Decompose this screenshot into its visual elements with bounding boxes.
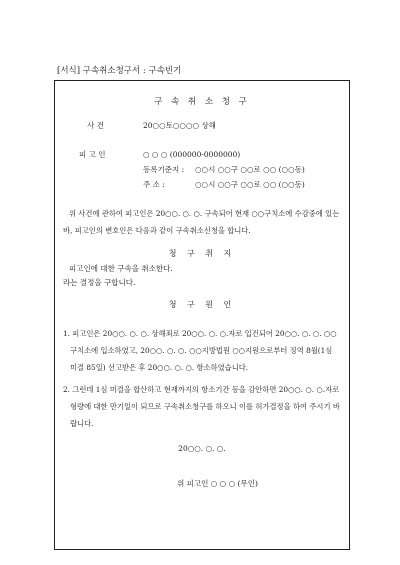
registered-label: 등록기준지 :: [143, 165, 185, 174]
reason-2: 2. 그런데 1심 미결을 합산하고 현재까지의 항소기간 등을 감안하면 20○○. ○. ○.자로 형량에 대한 만기일이 되므로 구속취소청구를 하오니 이를 허가결정을 하여 주시기 바랍니다.: [63, 385, 340, 428]
reasons-heading: 청 구 원 인: [168, 300, 236, 309]
document-title: 구 속 취 소 청 구: [154, 97, 250, 107]
signature-line: 위 피고인 ○ ○ ○ (무인): [177, 479, 258, 488]
case-label: 사 건: [87, 121, 104, 130]
registered-value: ○○시 ○○구 ○○로 ○○ (○○동): [195, 165, 305, 174]
defendant-label: 피 고 인: [79, 150, 106, 159]
reason-1: 1. 피고인은 20○○. ○. ○. 상해죄로 20○○. ○. ○.자로 입건되어 20○○. ○. ○. ○○구치소에 입소하였고, 20○○. ○. ○. ○○지방법원 ○○지원으로부터 징역 8월(1심 미결 85일) 선고받은 후 20○○. ○. ○. 항소하였습니다.: [63, 329, 337, 372]
document-frame: [54, 80, 350, 550]
purpose-line-2: 라는 결정을 구합니다.: [63, 278, 136, 287]
document-date: 20○○. ○. ○.: [178, 444, 226, 453]
case-value: 20○○토○○○○ 상해: [143, 121, 216, 130]
address-label: 주 소 :: [143, 180, 165, 189]
defendant-name: ○ ○ ○ (000000-0000000): [143, 150, 241, 159]
purpose-heading: 청 구 취 지: [168, 249, 236, 258]
intro-paragraph: 위 사건에 관하여 피고인은 20○○. ○. ○. 구속되어 현재 ○○구치소에 수감중에 있는바, 피고인의 변호인은 다음과 같이 구속취소신청을 합니다.: [63, 209, 340, 235]
purpose-line-1: 피고인에 대한 구속을 취소한다.: [69, 264, 173, 273]
address-value: ○○시 ○○구 ○○로 ○○ (○○동): [195, 180, 305, 189]
form-label: [서식] 구속취소청구서 : 구속빈기: [57, 66, 182, 76]
